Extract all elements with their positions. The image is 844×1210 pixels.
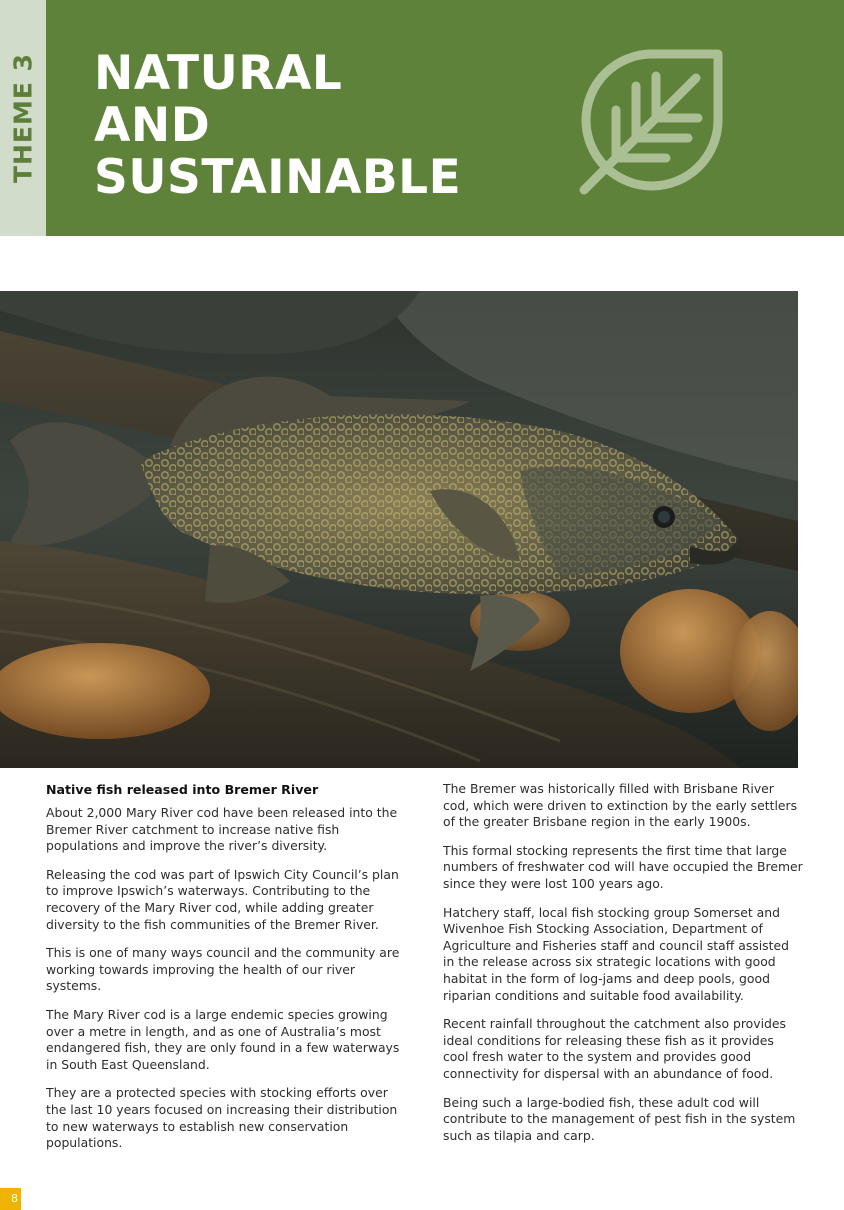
paragraph: The Bremer was historically filled with Brisbane River cod, which were driven to extinction by the early settlers of the greater Brisbane region in the early 1900s.: [443, 781, 798, 830]
paragraph: Hatchery staff, local fish stocking group Somerset and Wivenhoe Fish Stocking Association, Department of Agriculture and Fisheries staff and council staff assisted in the release across six strategic locations with good habitat in the form of log-jams and deep pools, good riparian conditions and suitable food availability.: [443, 904, 789, 1003]
title-line: AND: [94, 98, 211, 153]
title-line: SUSTAINABLE: [94, 150, 462, 205]
paragraph: Recent rainfall throughout the catchment also provides ideal conditions for releasing these fish as it provides cool fresh water to the system and provides good connectivity for dispersal with an abundance of food.: [443, 1016, 786, 1081]
paragraph: Being such a large-bodied fish, these adult cod will contribute to the management of pest fish in the system such as tilapia and carp.: [443, 1094, 796, 1143]
fish-photo: [0, 291, 798, 768]
paragraph: This formal stocking represents the first time that large numbers of freshwater cod will have occupied the Bremer since they were lost 100 years ago.: [443, 842, 803, 891]
paragraph: Releasing the cod was part of Ipswich City Council’s plan to improve Ipswich’s waterways. Contributing to the recovery of the Mary River cod, while adding greater diversity to the fish communities of the Bremer River.: [46, 866, 399, 932]
theme-strip: [0, 0, 46, 236]
page-title: [94, 48, 461, 204]
article-left-column: [46, 781, 406, 1164]
paragraph: The Mary River cod is a large endemic species growing over a metre in length, and as one of Australia’s most endangered fish, they are only found in a few waterways in South East Queensland.: [46, 1006, 400, 1072]
article-heading: Native fish released into Bremer River: [46, 782, 319, 797]
page-number: 8: [0, 1188, 21, 1210]
theme-label: THEME 3: [8, 52, 38, 184]
title-line: NATURAL: [94, 46, 343, 101]
paragraph: They are a protected species with stocking efforts over the last 10 years focused on increasing their distribution to new waterways to establish new conservation populations.: [46, 1085, 398, 1151]
article-right-column: [443, 781, 803, 1156]
leaf-icon: [578, 48, 726, 196]
paragraph: About 2,000 Mary River cod have been released into the Bremer River catchment to increase native fish populations and improve the river’s diversity.: [46, 805, 398, 854]
paragraph: This is one of many ways council and the community are working towards improving the health of our river systems.: [46, 945, 400, 994]
